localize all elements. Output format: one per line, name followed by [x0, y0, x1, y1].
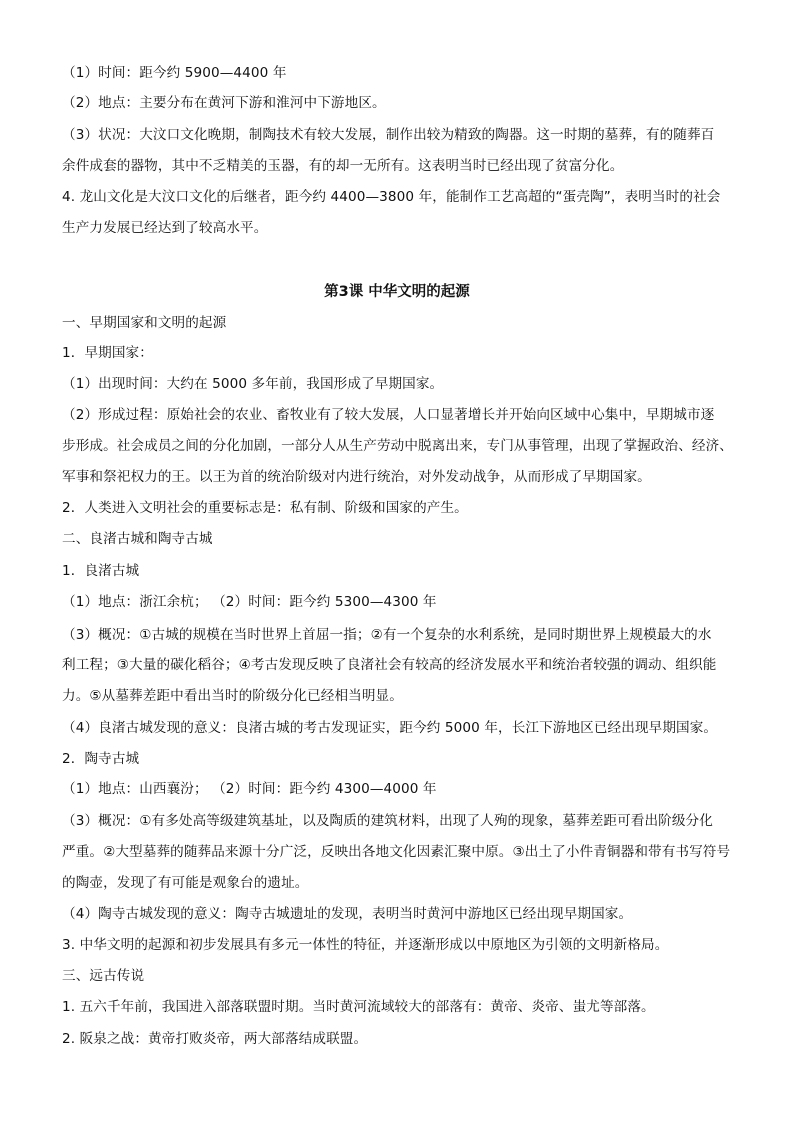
- section-heading: 一、早期国家和文明的起源: [62, 315, 227, 331]
- text-line: 2．陶寺古城: [62, 751, 140, 767]
- text-line: （1）地点：浙江余杭； （2）时间：距今约 5300—4300 年: [62, 594, 437, 610]
- text-line: 利工程；③大量的碳化稻谷；④考古发现反映了良渚社会有较高的经济发展水平和统治者较强的调动、组织能: [62, 657, 717, 673]
- text-line: （1）时间：距今约 5900—4400 年: [62, 65, 287, 81]
- text-line: （2）形成过程：原始社会的农业、畜牧业有了较大发展，人口显著增长并开始向区域中心集中，早期城市逐: [62, 407, 715, 423]
- text-line: （3）概况：①有多处高等级建筑基址，以及陶质的建筑材料，出现了人殉的现象，墓葬差距可看出阶级分化: [62, 813, 713, 829]
- text-line: 1. 五六千年前，我国进入部落联盟时期。当时黄河流域较大的部落有：黄帝、炎帝、蚩尤等部落。: [62, 999, 655, 1015]
- text-line: 的陶壶，发现了有可能是观象台的遗址。: [62, 875, 309, 891]
- text-line: （4）良渚古城发现的意义：良渚古城的考古发现证实，距今约 5000 年，长江下游地区已经出现早期国家。: [62, 720, 718, 736]
- lesson-title: 第3课 中华文明的起源: [324, 284, 470, 300]
- text-line: 余件成套的器物，其中不乏精美的玉器，有的却一无所有。这表明当时已经出现了贫富分化。: [62, 158, 624, 174]
- text-line: 生产力发展已经达到了较高水平。: [62, 220, 268, 236]
- text-line: （1）地点：山西襄汾； （2）时间：距今约 4300—4000 年: [62, 781, 437, 797]
- section-heading: 二、良渚古城和陶寺古城: [62, 531, 213, 547]
- text-line: 2. 阪泉之战：黄帝打败炎帝，两大部落结成联盟。: [62, 1031, 368, 1047]
- text-line: 4. 龙山文化是大汶口文化的后继者，距今约 4400—3800 年，能制作工艺高超的“蛋壳陶”，表明当时的社会: [62, 189, 721, 205]
- text-line: 严重。②大型墓葬的随葬品来源十分广泛，反映出各地文化因素汇聚中原。③出土了小件青铜器和带有书写符号: [62, 844, 731, 860]
- text-line: 1．良渚古城: [62, 563, 140, 579]
- text-line: （3）概况：①古城的规模在当时世界上首屈一指；②有一个复杂的水利系统，是同时期世界上规模最大的水: [62, 627, 712, 643]
- section-heading: 三、远古传说: [62, 968, 145, 984]
- text-line: （4）陶寺古城发现的意义：陶寺古城遗址的发现，表明当时黄河中游地区已经出现早期国家。: [62, 906, 633, 922]
- text-line: （3）状况：大汶口文化晚期，制陶技术有较大发展，制作出较为精致的陶器。这一时期的墓葬，有的随葬百: [62, 127, 715, 143]
- text-line: （2）地点：主要分布在黄河下游和淮河中下游地区。: [62, 95, 386, 111]
- text-line: 军事和祭祀权力的王。以王为首的统治阶级对内进行统治，对外发动战争，从而形成了早期国家。: [62, 469, 651, 485]
- text-line: 力。⑤从墓葬差距中看出当时的阶级分化已经相当明显。: [62, 688, 403, 704]
- text-line: 步形成。社会成员之间的分化加剧，一部分人从生产劳动中脱离出来，专门从事管理，出现了掌握政治、经济、: [62, 438, 733, 454]
- text-line: 3. 中华文明的起源和初步发展具有多元一体性的特征，并逐渐形成以中原地区为引领的文明新格局。: [62, 937, 669, 953]
- text-line: （1）出现时间：大约在 5000 多年前，我国形成了早期国家。: [62, 376, 444, 392]
- text-line: 2．人类进入文明社会的重要标志是：私有制、阶级和国家的产生。: [62, 500, 468, 516]
- text-line: 1．早期国家：: [62, 345, 153, 361]
